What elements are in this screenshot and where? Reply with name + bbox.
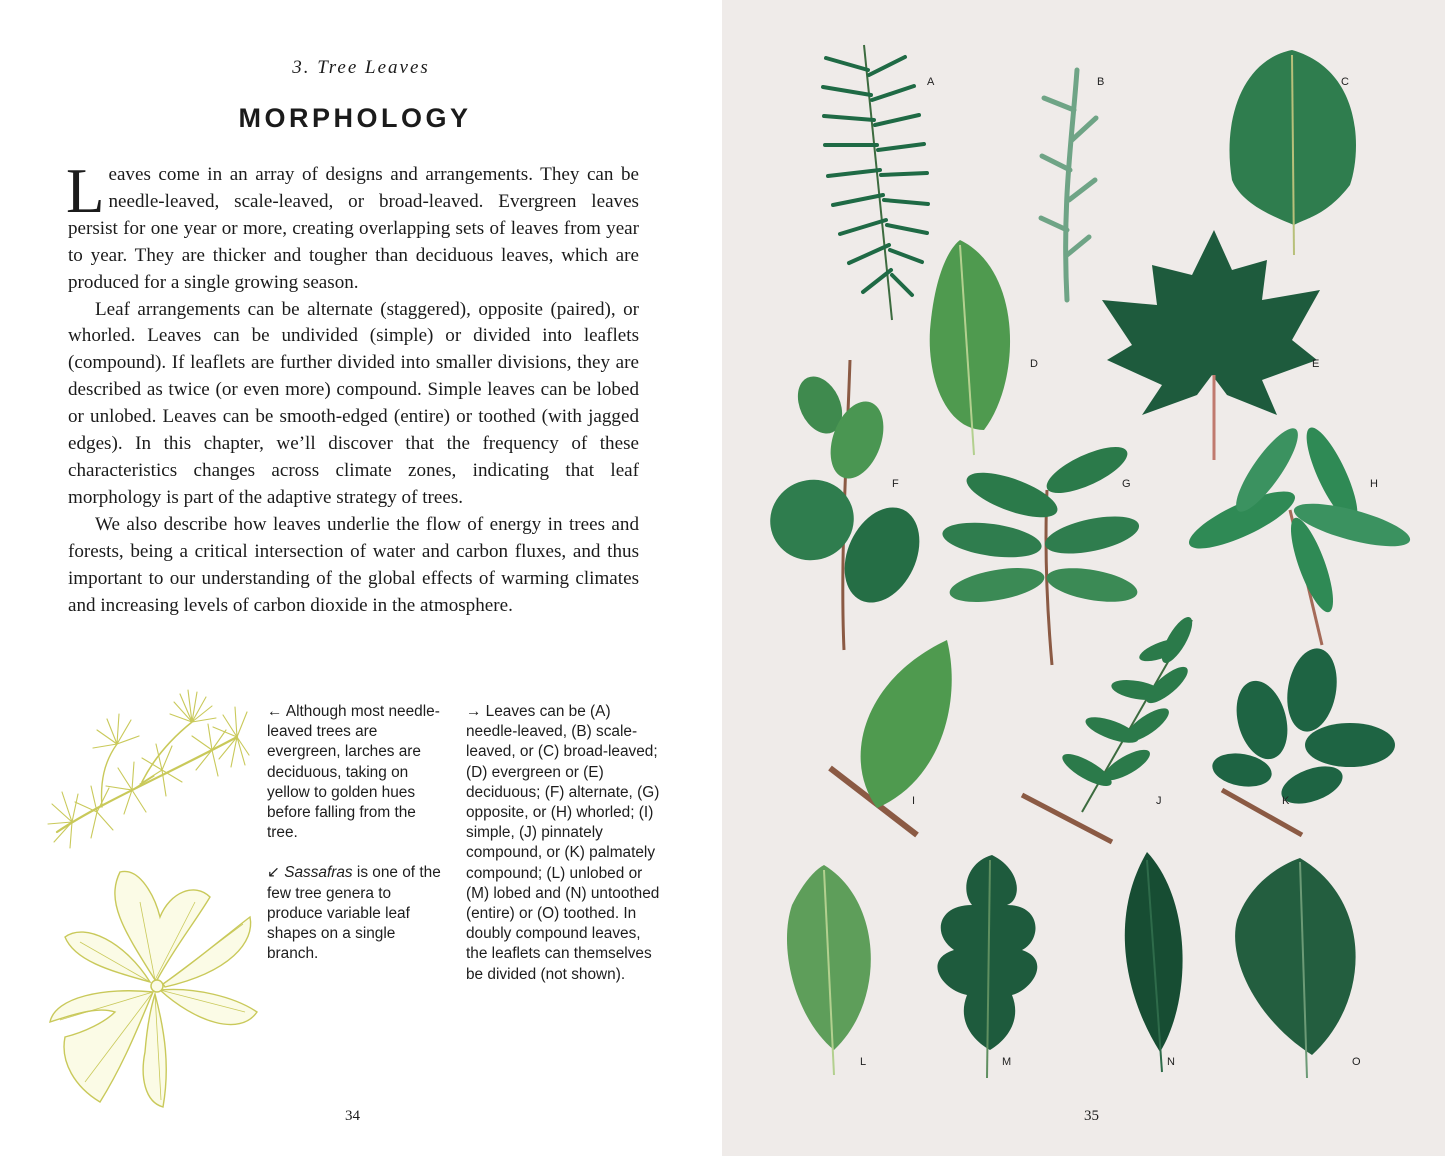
leaf-a-needle [823,45,928,320]
leaf-f-alternate [759,360,934,650]
sassafras-arrow: ↙ [267,864,280,882]
sassafras-branch-illustration [45,862,263,1114]
leaf-label-c: C [1341,76,1349,88]
page-number-right: 35 [1084,1108,1099,1124]
leaf-l-unlobed [787,865,871,1075]
leaf-label-g: G [1122,478,1131,490]
leaf-h-whorled [1183,421,1414,645]
leaf-plate [722,0,1445,1100]
leaf-m-lobed [937,855,1037,1078]
right-page [722,0,1445,1156]
leaf-d-evergreen [930,240,1010,455]
body-text [66,156,639,619]
leaf-label-l: L [860,1056,867,1068]
larch-caption-text: ← Although most needle-leaved trees are evergreen, larches are deciduous, taking on yellow to golden hues before falling from the tree. [267,703,440,842]
paragraph-2: Leaf arrangements can be alternate (staggered), opposite (paired), or whorled. Leaves can be undivided (simple) or divided into leaflets (compound). If leaflets are further divided into smaller divisions, they are described as twice (or even more) compound. Simple leaves can be lobed or unlobed. Leaves can be smooth-edged (entire) or toothed (with jagged edges). In this chapter, we’ll discover that the frequency of these characteristics changes across climate zones, indicating that leaf morphology is part of the adaptive strategy of trees. [68,298,639,508]
page-title: MORPHOLOGY [238,103,472,133]
leaf-o-toothed [1235,858,1356,1078]
larch-caption [267,702,442,964]
leaf-g-opposite [940,438,1142,665]
paragraph-1 [66,156,639,297]
leaf-label-m: M [1002,1056,1012,1068]
sassafras-caption-text: is one of the few tree genera to produce variable leaf shapes on a single branch. [267,864,441,963]
paragraph-1-text: eaves come in an array of designs and arrangements. They can be needle-leaved, scale-leaved, or broad-leaved. Evergreen leaves persist for one year or more, creating overlapping sets of leaves from year to year. They are thicker and tougher than deciduous leaves, which are produced for a single growing season. [68,164,639,293]
left-page [0,0,722,1156]
leaf-n-entire [1125,852,1183,1072]
leaf-label-j: J [1156,795,1162,807]
leaf-c-broad [1230,50,1356,255]
paragraph-3: We also describe how leaves underlie the flow of energy in trees and forests, being a critical intersection of water and carbon fluxes, and thus important to our understanding of the global effects of warming climates and increasing levels of carbon dioxide in the atmosphere. [68,513,639,616]
leaf-b-scale [1041,70,1096,300]
larch-branch-illustration [42,682,250,852]
leaf-label-d: D [1030,358,1038,370]
leaf-types-caption: → Leaves can be (A) needle-leaved, (B) scale-leaved, or (C) broad-leaved; (D) evergreen or (E) deciduous; (F) alternate, (G) opposite, or (H) whorled; (I) simple, (J) pinnately compound, or (K) palmately compound; (L) unlobed or (M) lobed and (N) untoothed (entire) or (O) toothed. In doubly compound leaves, the leaflets can themselves be divided (not shown). [466,703,660,983]
leaf-j-pinnate [1022,613,1198,842]
leaf-label-f: F [892,478,899,490]
drop-cap: L [66,156,105,226]
leaf-label-n: N [1167,1056,1175,1068]
leaf-label-h: H [1370,478,1378,490]
page-number-left: 34 [345,1108,360,1124]
chapter-heading: 3. Tree Leaves [292,57,430,78]
leaf-label-e: E [1312,358,1320,370]
leaf-label-o: O [1352,1056,1361,1068]
leaf-e-deciduous [1102,230,1320,460]
sassafras-caption [267,863,442,964]
leaf-label-k: K [1282,795,1290,807]
leaf-label-b: B [1097,76,1105,88]
leaf-label-a: A [927,76,935,88]
leaf-i-simple [830,640,952,835]
sassafras-name: Sassafras [284,864,353,882]
leaf-k-palmate [1210,644,1395,835]
leaf-label-i: I [912,795,916,807]
